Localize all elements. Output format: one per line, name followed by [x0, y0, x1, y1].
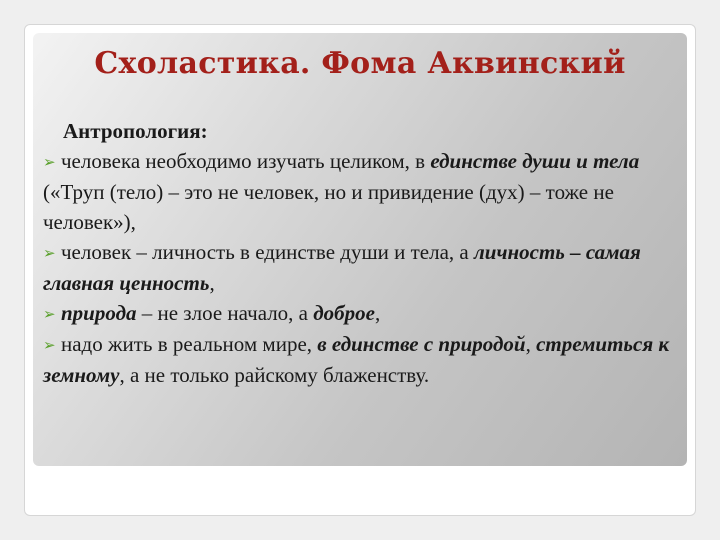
bullet-point-4 — [43, 329, 683, 390]
bullet-point-2 — [43, 237, 683, 298]
bullet-text: человек – личность в единстве души и тела, а — [61, 240, 474, 264]
arrow-bullet-icon: ➢ — [43, 153, 56, 171]
slide-title: Схоластика. Фома Аквинский — [94, 46, 626, 81]
bullet-text: , а не только райскому блаженству. — [119, 363, 430, 387]
bullet-point-1 — [43, 146, 683, 237]
bullet-text: , — [374, 301, 381, 325]
bullet-text: , — [209, 271, 215, 295]
section-label: Антропология: — [63, 119, 208, 143]
bullet-emphasis: стремиться к земному — [43, 332, 670, 387]
bullet-emphasis: единстве души и тела — [430, 149, 640, 173]
bullet-text: – не злое начало, а — [136, 301, 314, 325]
arrow-bullet-icon: ➢ — [43, 336, 56, 354]
arrow-bullet-icon: ➢ — [43, 305, 56, 323]
bullet-emphasis: доброе — [313, 301, 375, 325]
arrow-bullet-icon: ➢ — [43, 244, 56, 262]
bullet-emphasis: природа — [61, 301, 137, 325]
slide-body — [43, 116, 683, 390]
bullet-text: («Труп (тело) – это не человек, но и привидение (дух) – тоже не человек»), — [43, 180, 614, 234]
bullet-emphasis: в единстве с природой — [317, 332, 526, 356]
bullet-text: надо жить в реальном мире, — [61, 332, 318, 356]
bullet-text: , — [525, 332, 537, 356]
bullet-point-3 — [43, 298, 683, 329]
bullet-emphasis: личность – самая главная ценность — [43, 240, 641, 295]
bullet-text: человека необходимо изучать целиком, в — [61, 149, 431, 173]
